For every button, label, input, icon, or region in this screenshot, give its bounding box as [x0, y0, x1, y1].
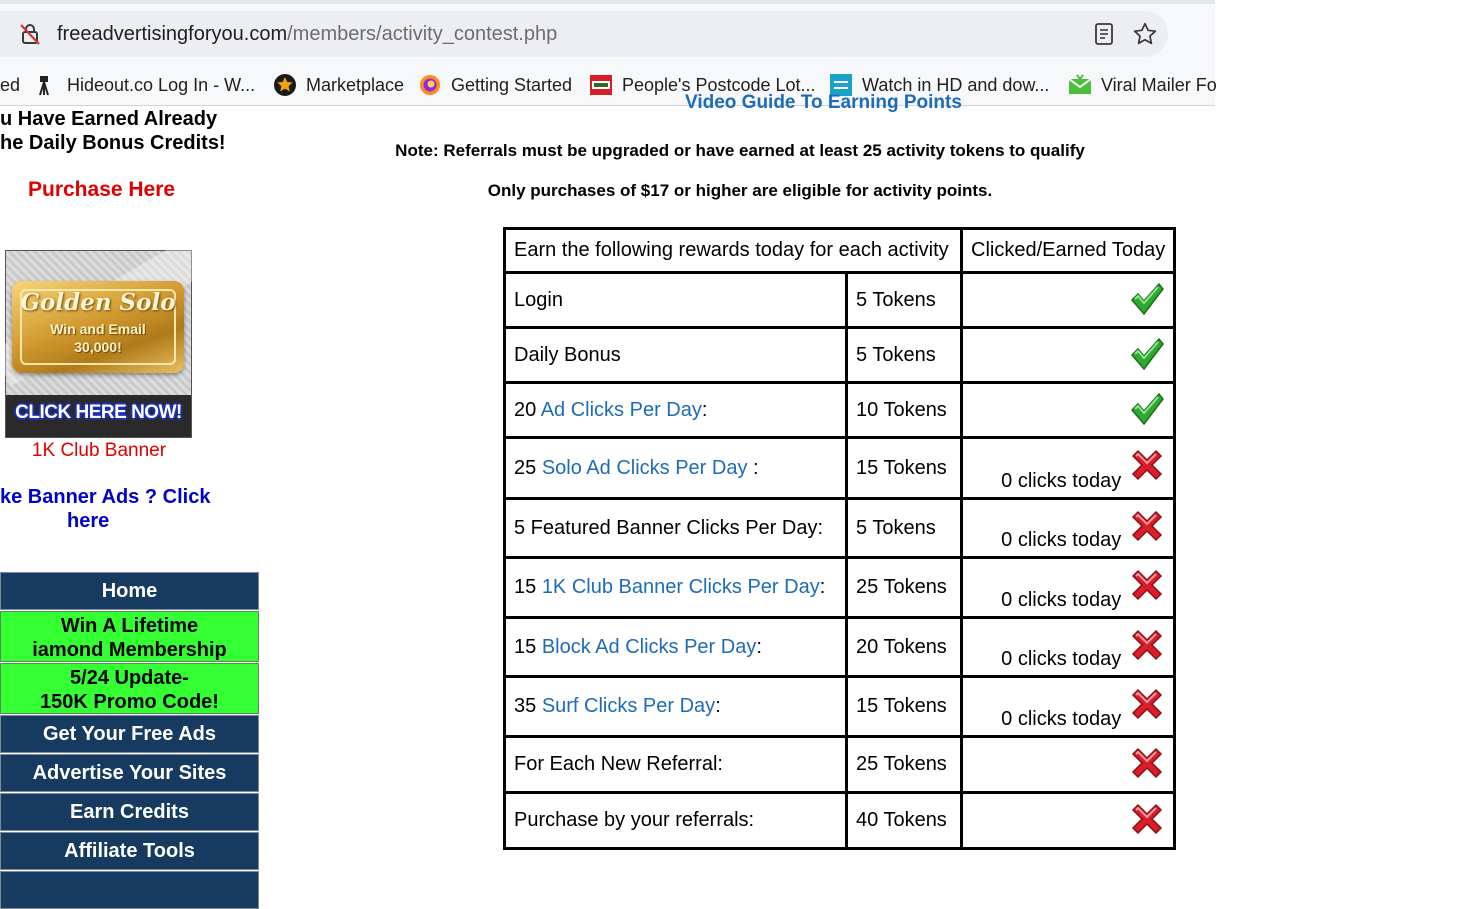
banner-subtitle: Win and Email	[50, 321, 146, 337]
table-row	[505, 677, 1175, 737]
banner-caption[interactable]: 1K Club Banner	[31, 440, 167, 461]
checkmark-icon	[1129, 391, 1165, 427]
bookmark-label: ed	[0, 75, 21, 95]
earned-message-line1: u Have Earned Already	[0, 108, 218, 130]
bookmark-label: People's Postcode Lot...	[622, 75, 816, 95]
activity-count: 35	[514, 695, 542, 717]
bookmark-label: Marketplace	[306, 75, 405, 95]
cross-icon	[1129, 627, 1165, 663]
earned-message-line2: he Daily Bonus Credits!	[0, 132, 226, 154]
tokens-cell: 25 Tokens	[847, 737, 962, 793]
activity-cell	[505, 677, 847, 737]
tokens-cell: 15 Tokens	[847, 438, 962, 499]
status-cell	[962, 328, 1175, 383]
url-path: /members/activity_contest.php	[287, 23, 558, 45]
status-cell	[962, 383, 1175, 438]
header-status: Clicked/Earned Today	[962, 229, 1175, 273]
table-row	[505, 383, 1175, 438]
activity-link[interactable]: Block Ad Clicks Per Day	[541, 635, 757, 658]
hideout-icon	[34, 73, 58, 97]
bookmark-label: Getting Started	[451, 75, 573, 95]
bookmark-label: Watch in HD and dow...	[862, 75, 1050, 95]
table-row	[505, 558, 1175, 618]
golden-solo-banner[interactable]	[5, 250, 192, 438]
nav-label: Affiliate Tools	[64, 840, 195, 862]
activity-cell	[505, 328, 847, 383]
activity-suffix: :	[747, 456, 759, 479]
tokens-cell: 40 Tokens	[847, 793, 962, 849]
postcode-lottery-icon	[589, 73, 613, 97]
purchase-here-link[interactable]: Purchase Here	[28, 178, 176, 201]
clicks-today: 0 clicks today	[1001, 648, 1122, 670]
activity-cell	[505, 737, 847, 793]
activity-suffix: :	[819, 576, 826, 598]
activity-label: 5 Featured Banner Clicks Per Day:	[514, 516, 824, 539]
table-row	[505, 499, 1175, 558]
bookmark-star-icon[interactable]	[1132, 21, 1158, 47]
status-cell	[962, 558, 1175, 618]
tokens-cell: 15 Tokens	[847, 677, 962, 737]
star-badge-icon	[273, 73, 297, 97]
left-sidebar	[0, 106, 265, 877]
rewards-table	[503, 227, 1176, 850]
cross-icon	[1129, 686, 1165, 722]
reader-view-icon[interactable]	[1092, 22, 1116, 46]
activity-cell	[505, 273, 847, 328]
bookmark-label: Hideout.co Log In - W...	[67, 75, 256, 95]
checkmark-icon	[1129, 336, 1165, 372]
activity-cell	[505, 383, 847, 438]
activity-link[interactable]: 1K Club Banner Clicks Per Day	[541, 576, 820, 598]
purchase-note: Only purchases of $17 or higher are eligible for activity points.	[487, 181, 993, 200]
table-row	[505, 793, 1175, 849]
nav-lifetime-membership[interactable]	[0, 611, 259, 662]
tokens-cell: 5 Tokens	[847, 499, 962, 558]
referral-note: Note: Referrals must be upgraded or have earned at least 25 activity tokens to qualify	[395, 141, 1085, 160]
nav-label-line2: 150K Promo Code!	[40, 691, 219, 713]
tokens-cell: 25 Tokens	[847, 558, 962, 618]
status-cell	[962, 499, 1175, 558]
cross-icon	[1129, 508, 1165, 544]
activity-link[interactable]: Ad Clicks Per Day	[540, 398, 702, 421]
activity-link[interactable]: Solo Ad Clicks Per Day	[541, 456, 748, 479]
activity-cell	[505, 438, 847, 499]
cross-icon	[1129, 447, 1165, 483]
activity-count: 20	[514, 398, 541, 421]
video-guide-link[interactable]: Video Guide To Earning Points	[685, 92, 962, 113]
tokens-cell: 5 Tokens	[847, 328, 962, 383]
golden-ticket	[12, 281, 184, 373]
cross-icon	[1129, 745, 1165, 781]
activity-cell	[505, 558, 847, 618]
activity-suffix: :	[701, 398, 708, 421]
nav-home[interactable]	[0, 572, 259, 610]
nav-label-line1: 5/24 Update-	[70, 667, 189, 689]
clicks-today: 0 clicks today	[1001, 470, 1122, 492]
banner-cta-text: CLICK HERE NOW!	[15, 402, 182, 423]
nav-label-line1: Win A Lifetime	[60, 615, 199, 637]
status-cell	[962, 618, 1175, 677]
banner-ads-link[interactable]: ke Banner Ads ? Click	[0, 486, 211, 508]
status-cell	[962, 793, 1175, 849]
tokens-cell: 10 Tokens	[847, 383, 962, 438]
cross-icon	[1129, 801, 1165, 837]
nav-label: Earn Credits	[70, 801, 189, 823]
nav-advertise-sites[interactable]	[0, 754, 259, 792]
table-row	[505, 328, 1175, 383]
cross-icon	[1129, 567, 1165, 603]
bookmark-item[interactable]	[418, 72, 578, 98]
activity-suffix: :	[756, 635, 762, 658]
checkmark-icon	[1129, 281, 1165, 317]
tokens-cell: 5 Tokens	[847, 273, 962, 328]
url-text[interactable]	[57, 21, 557, 47]
bookmark-item[interactable]	[1068, 72, 1228, 98]
nav-earn-credits[interactable]	[0, 793, 259, 831]
header-activity: Earn the following rewards today for each activity	[505, 229, 962, 273]
bookmark-item[interactable]	[273, 72, 413, 98]
table-header-row	[505, 229, 1175, 273]
activity-label: For Each New Referral:	[514, 753, 723, 775]
activity-link[interactable]: Surf Clicks Per Day	[541, 695, 716, 717]
address-bar[interactable]	[0, 11, 1168, 57]
status-cell	[962, 438, 1175, 499]
activity-cell	[505, 499, 847, 558]
main-content	[265, 92, 1215, 877]
table-row	[505, 438, 1175, 499]
activity-cell	[505, 618, 847, 677]
activity-count: 15	[514, 635, 542, 658]
clicks-today: 0 clicks today	[1001, 529, 1122, 551]
tokens-cell: 20 Tokens	[847, 618, 962, 677]
nav-label: Advertise Your Sites	[32, 762, 227, 784]
activity-label: Daily Bonus	[514, 343, 621, 366]
nav-next-item[interactable]	[0, 871, 259, 909]
tab-strip-edge	[0, 0, 1215, 4]
bookmark-label: Viral Mailer Fo	[1101, 75, 1217, 95]
nav-free-ads[interactable]	[0, 715, 259, 753]
banner-subtitle-amount: 30,000!	[74, 339, 122, 355]
nav-label: Home	[101, 580, 158, 602]
activity-count: 25	[514, 456, 542, 479]
clicks-today: 0 clicks today	[1001, 708, 1122, 730]
activity-label: Login	[514, 288, 563, 311]
banner-ads-link-here[interactable]: here	[67, 510, 110, 532]
banner-title: Golden Solo	[20, 289, 176, 316]
status-cell	[962, 677, 1175, 737]
activity-suffix: :	[715, 695, 721, 717]
status-cell	[962, 737, 1175, 793]
nav-promo-code[interactable]	[0, 663, 259, 714]
browser-chrome	[0, 0, 1215, 106]
table-row	[505, 618, 1175, 677]
nav-label: Get Your Free Ads	[42, 723, 216, 745]
bookmarks-bar	[0, 66, 1215, 102]
status-cell	[962, 273, 1175, 328]
activity-label: Purchase by your referrals:	[514, 809, 755, 831]
bookmark-item[interactable]	[34, 72, 264, 98]
activity-cell	[505, 793, 847, 849]
mail-icon	[1068, 73, 1092, 97]
table-row	[505, 273, 1175, 328]
url-host: freeadvertisingforyou.com	[57, 23, 288, 45]
not-secure-icon[interactable]	[18, 22, 42, 46]
activity-count: 15	[514, 576, 542, 598]
table-row	[505, 737, 1175, 793]
firefox-icon	[418, 73, 442, 97]
nav-affiliate-tools[interactable]	[0, 832, 259, 870]
clicks-today: 0 clicks today	[1001, 589, 1122, 611]
nav-label-line2: iamond Membership	[32, 639, 227, 661]
